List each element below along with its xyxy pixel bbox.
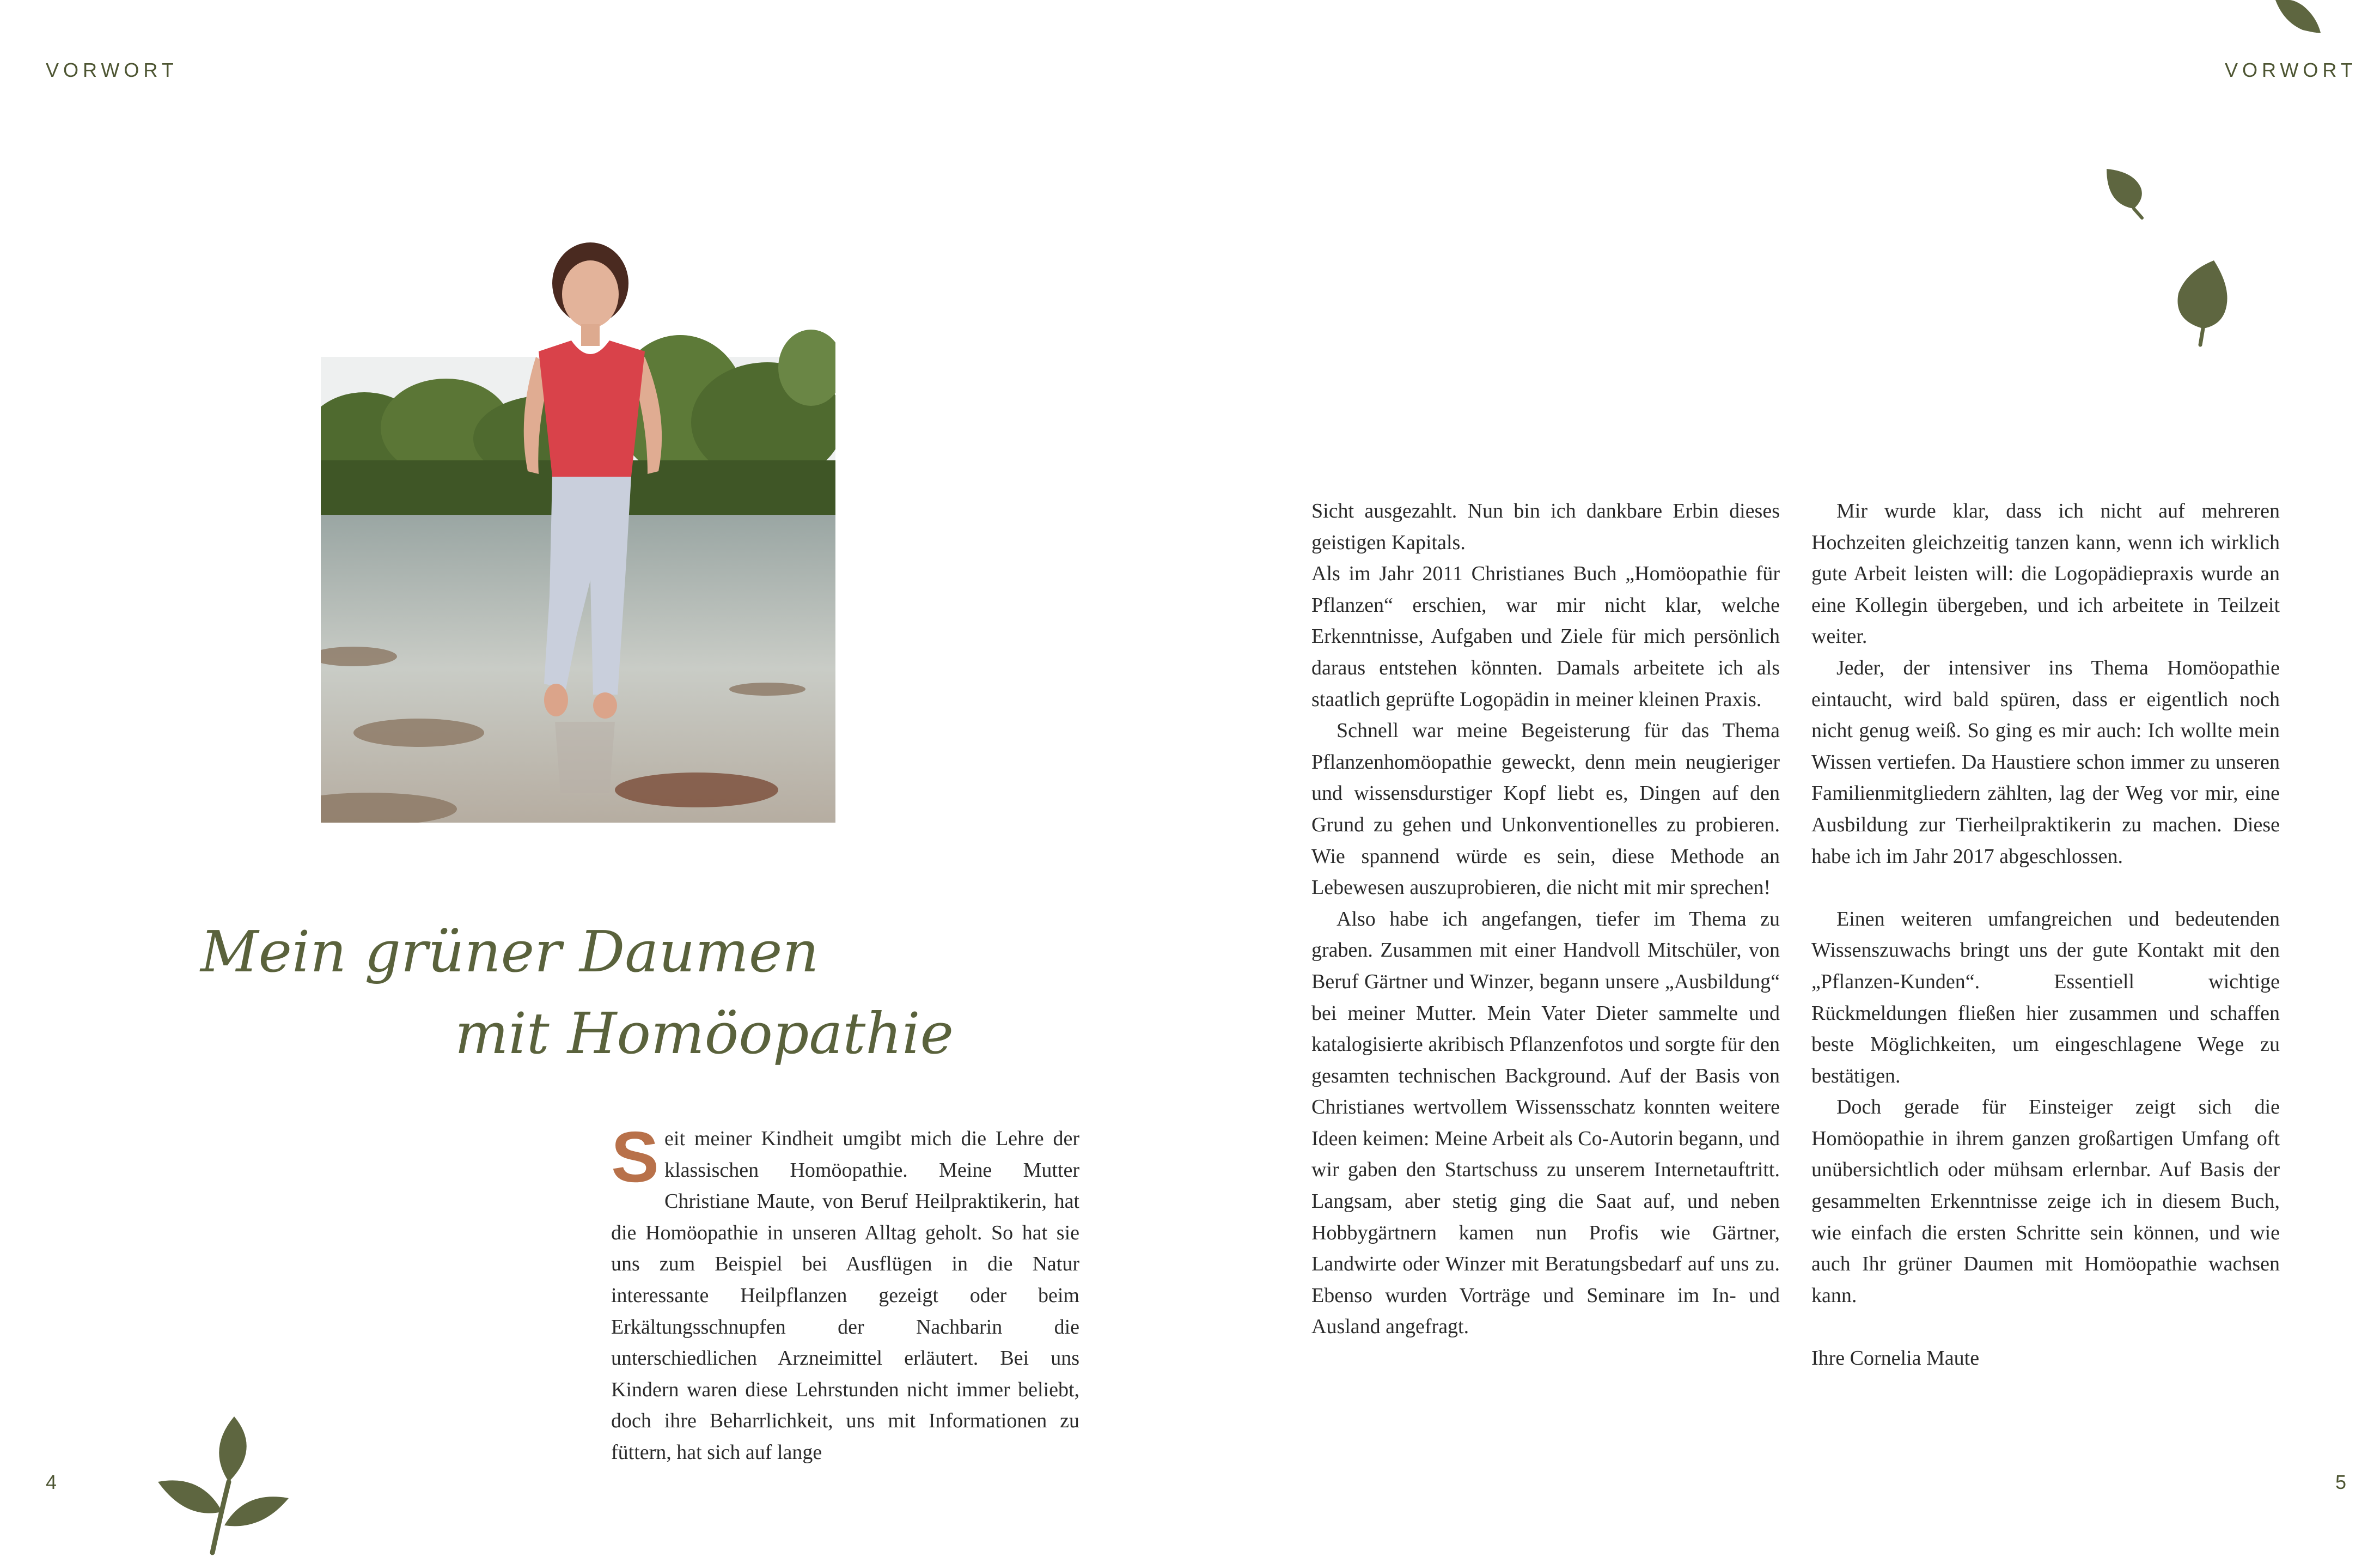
chapter-heading-line-2: mit Homöopathie: [455, 1000, 954, 1067]
intro-text-column: [611, 1117, 1079, 1469]
running-head: VORWORT: [46, 59, 178, 81]
leaf-sprig-icon: [152, 1416, 300, 1557]
paragraph: Also habe ich angefangen, tiefer im Thema zu graben. Zusammen mit einer Handvoll Mitschüler, von Beruf Gärtner und Winzer, begann unsere „Ausbildung“ bei meiner Mutter. Mein Vater Dieter sammelte und katalogisierte akribisch Pflanzenfotos und sorgte für den gesamten technischen Background. Auf der Basis von Christianes wertvollem Wissensschatz konnten weitere Ideen keimen: Meine Arbeit als Co-Autorin begann, und wir gaben den Startschuss zu unserem Internetauftritt. Langsam, aber stetig ging die Saat auf, und neben Hobbygärtnern kamen nun Profis wie Gärtner, Landwirte oder Winzer mit Beratungsbedarf auf uns zu. Ebenso wurden Vorträge und Seminare im In- und Ausland angefragt.: [1311, 907, 1780, 1339]
running-head: VORWORT: [2225, 59, 2357, 81]
text-column-1: [1311, 496, 1780, 1343]
page-number: 4: [46, 1471, 57, 1493]
paragraph: Mir wurde klar, dass ich nicht auf mehreren Hochzeiten gleichzeitig tanzen kann, wenn ich wirklich gute Arbeit leisten will: die Logopädiepraxis wurde an eine Kollegin übergeben, und ich arbeitete in Teilzeit weiter.: [1811, 500, 2280, 648]
text-column-2: [1811, 496, 2280, 1374]
leaf-icon: [2173, 260, 2233, 348]
intro-paragraph: eit meiner Kindheit umgibt mich die Lehre der klassischen Homöopathie. Meine Mutter Christiane Maute, von Beruf Heilpraktikerin, hat die Homöopathie in unseren Alltag geholt. So hat sie uns zum Beispiel bei Ausflügen in die Natur interessante Heilpflanzen gezeigt oder beim Erkältungsschnupfen der Nachbarin die unterschiedlichen Arzneimittel erläutert. Bei uns Kindern waren diese Lehrstunden nicht immer beliebt, doch ihre Beharrlichkeit, uns mit Informationen zu füttern, hat sich auf lange: [611, 1127, 1079, 1464]
leaf-icon: [2273, 0, 2322, 35]
paragraph: Doch gerade für Einsteiger zeigt sich die Homöopathie in ihrem ganzen großartigen Umfang oft unübersichtlich oder mühsam erlernbar. Auf Basis der gesammelten Erkenntnisse zeige ich in diesem Buch, wie einfach die ersten Schritte sein können, und wie auch Ihr grüner Daumen mit Homöopathie wachsen kann.: [1811, 1096, 2280, 1307]
paragraph: Als im Jahr 2011 Christianes Buch „Homöopathie für Pflanzen“ erschien, war mir nicht klar, welche Erkenntnisse, Aufgaben und Ziele für mich persönlich daraus entstehen könnten. Damals arbeitete ich als staatlich geprüfte Logopädin in meiner kleinen Praxis.: [1311, 562, 1780, 711]
right-page: [1190, 0, 2380, 1557]
paragraph: Einen weiteren umfangreichen und bedeutenden Wissenszuwachs bringt uns der gute Kontakt mit den „Pflanzen-Kunden“. Essentiell wichtige Rückmeldungen fließen hier zusammen und schaffen beste Möglichkeiten, um eingeschlagene Wege zu bestätigen.: [1811, 907, 2280, 1087]
paragraph: Sicht ausgezahlt. Nun bin ich dankbare Erbin dieses geistigen Kapitals.: [1311, 500, 1780, 554]
paragraph: Jeder, der intensiver ins Thema Homöopathie eintaucht, wird bald spüren, dass er eigentlich noch nicht genug weiß. So ging es mir auch: Ich wollte mein Wissen vertiefen. Da Haustiere schon immer zu unseren Familienmitgliedern zählten, lag der Weg vor mir, eine Ausbildung zur Tierheilpraktikerin zu machen. Diese habe ich im Jahr 2017 abgeschlossen.: [1811, 656, 2280, 868]
page-number: 5: [2335, 1471, 2347, 1493]
paragraph: Schnell war meine Begeisterung für das Thema Pflanzenhomöopathie geweckt, denn mein neugieriger und wissensdurstiger Kopf liebt es, Dingen auf den Grund zu gehen und Unkonventionelles zu probieren. Wie spannend würde es sein, diese Methode an Lebewesen auszuprobieren, die nicht mit mir sprechen!: [1311, 719, 1780, 899]
signature-line: Ihre Cornelia Maute: [1811, 1347, 1980, 1370]
author-photo: [321, 242, 835, 823]
leaf-icon: [2104, 166, 2147, 221]
chapter-heading-line-1: Mein grüner Daumen: [200, 919, 819, 985]
dropcap: S: [611, 1117, 660, 1197]
